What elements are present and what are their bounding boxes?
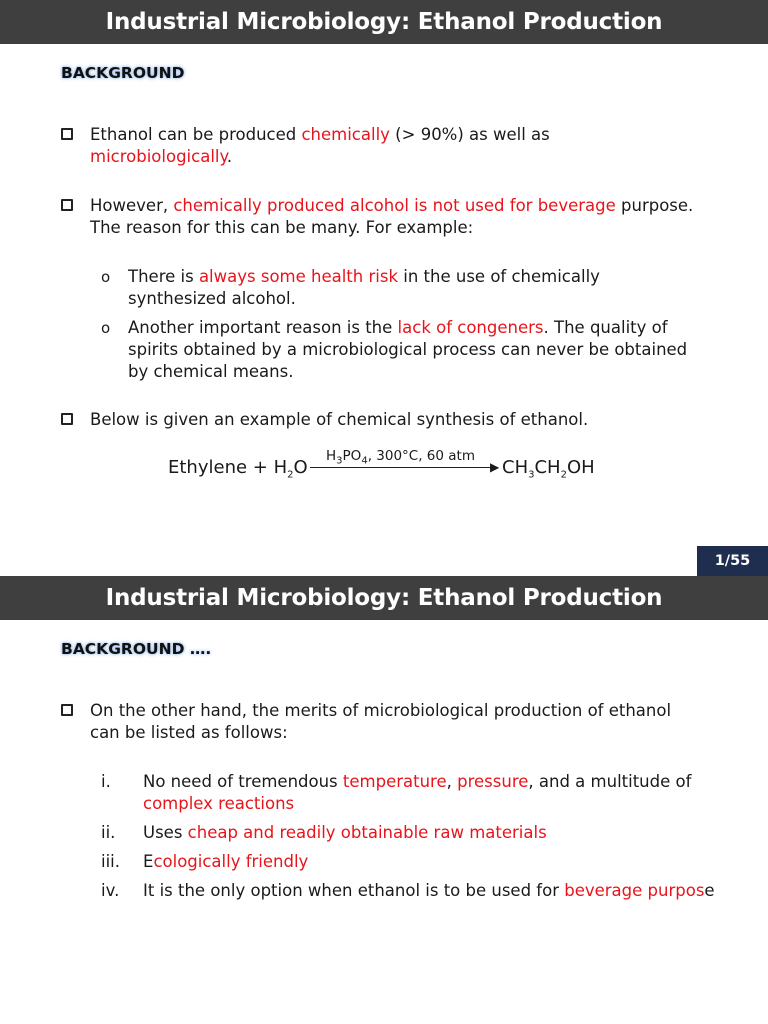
page-number-badge: 1/55	[697, 546, 768, 576]
equation-product: $CH_3CH_2OH$	[502, 457, 595, 481]
numbered-item	[101, 851, 721, 873]
numbered-item-text: It is the only option when ethanol is to be used for beverage purpose	[143, 881, 715, 900]
checkbox-bullet-icon	[61, 413, 73, 425]
roman-numeral-marker: i.	[101, 772, 111, 791]
roman-numeral-marker: iv.	[101, 881, 120, 900]
roman-numeral-marker: iii.	[101, 852, 120, 871]
checkbox-bullet-icon	[61, 199, 73, 211]
circle-bullet-marker: o	[101, 319, 111, 337]
reaction-conditions: $H_3PO_4$, 300°C, 60 atm	[326, 448, 475, 467]
checkbox-bullet-icon	[61, 128, 73, 140]
numbered-item-text: Ecologically friendly	[143, 852, 309, 871]
section-heading: BACKGROUND	[61, 64, 185, 82]
numbered-item-text: Uses cheap and readily obtainable raw materials	[143, 823, 547, 842]
sub-bullet-item	[101, 266, 701, 310]
slide-title: Industrial Microbiology: Ethanol Production	[0, 576, 768, 620]
sub-bullet-text: Another important reason is the lack of congeners. The quality of spirits obtained by a microbiological process can never be obtained by chemical means.	[128, 318, 688, 381]
bullet-item	[61, 409, 701, 431]
bullet-item	[61, 700, 701, 744]
equation-reactants: Ethylene + $H_2O$	[168, 457, 308, 481]
numbered-item	[101, 771, 721, 815]
slide-title: Industrial Microbiology: Ethanol Production	[0, 0, 768, 44]
slide-2	[0, 576, 768, 1024]
circle-bullet-marker: o	[101, 268, 111, 286]
arrow-right-icon: ▶	[490, 460, 500, 474]
checkbox-bullet-icon	[61, 704, 73, 716]
bullet-text: On the other hand, the merits of microbiological production of ethanol can be listed as follows:	[90, 701, 672, 742]
roman-numeral-marker: ii.	[101, 823, 116, 842]
bullet-text: However, chemically produced alcohol is not used for beverage purpose. The reason for this can be many. For example:	[90, 196, 694, 237]
numbered-item-text: No need of tremendous temperature, pressure, and a multitude of complex reactions	[143, 772, 692, 813]
numbered-item	[101, 880, 721, 902]
bullet-text: Ethanol can be produced chemically (> 90%) as well as microbiologically.	[90, 125, 550, 166]
bullet-item	[61, 124, 701, 168]
chemical-equation	[168, 448, 628, 488]
sub-bullet-text: There is always some health risk in the use of chemically synthesized alcohol.	[128, 267, 600, 308]
reaction-arrow	[310, 467, 496, 468]
bullet-item	[61, 195, 701, 239]
bullet-text: Below is given an example of chemical synthesis of ethanol.	[90, 410, 589, 429]
sub-bullet-item	[101, 317, 701, 383]
section-heading: BACKGROUND ….	[61, 640, 212, 658]
numbered-item	[101, 822, 721, 844]
